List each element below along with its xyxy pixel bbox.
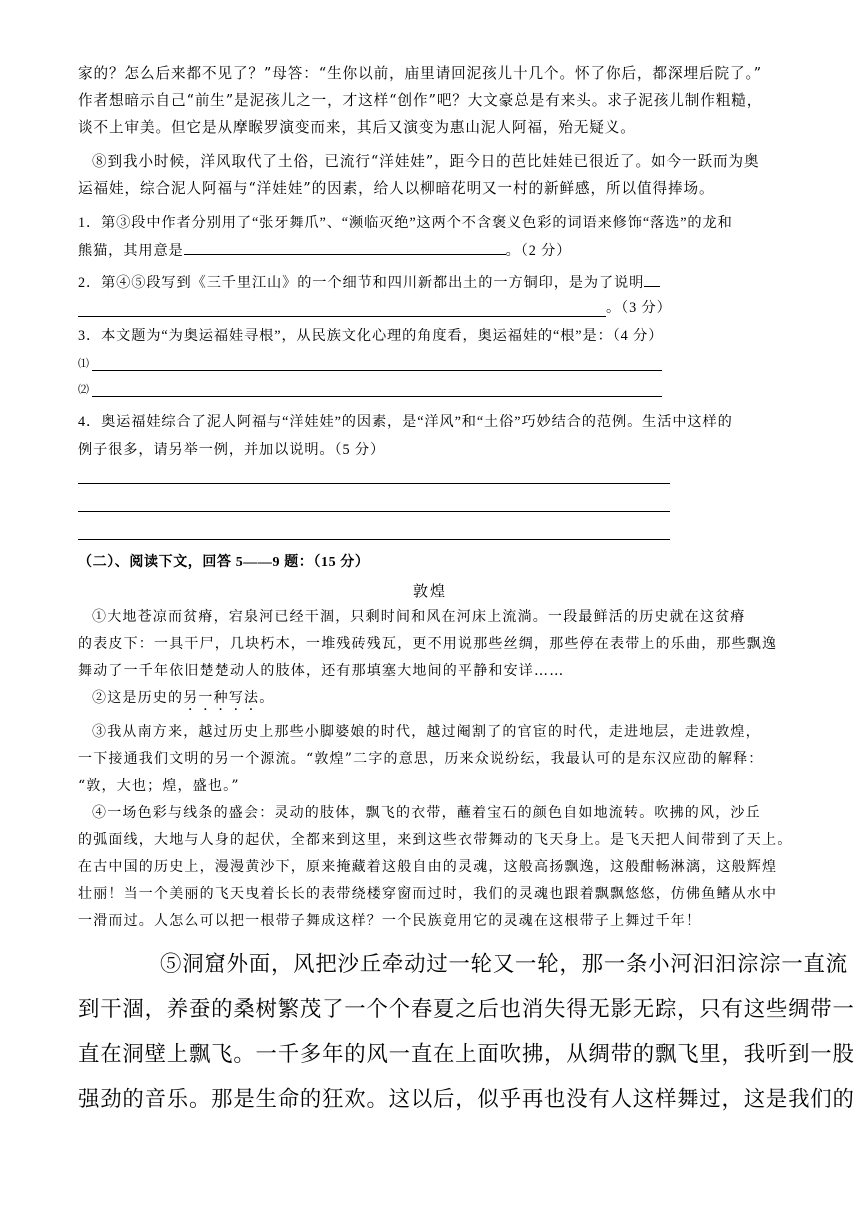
article-line: 强劲的音乐。那是生命的狂欢。这以后，似乎再也没有人这样舞过，这是我们的 [78, 1087, 855, 1111]
emphasized-char: 一 [198, 690, 214, 706]
question-4-continued: 例子很多，请另举一例，并加以说明。（5 分） [78, 442, 386, 458]
question-1-score: 。（2 分） [505, 243, 572, 259]
answer-line[interactable] [78, 511, 670, 512]
emphasized-char: 另 [183, 690, 199, 706]
emphasized-char: 写 [228, 690, 245, 706]
paragraph-2-prefix: ②这是历史的 [92, 690, 184, 706]
answer-line[interactable] [78, 316, 606, 317]
article-line: 在古中国的历史上，漫漫黄沙下，原来掩藏着这般自由的灵魂，这般高扬飘逸，这般酣畅淋漓，这般辉煌 [78, 859, 778, 875]
question-2 [78, 272, 660, 293]
question-3-item-2-label: ⑵ [78, 384, 90, 396]
article-paragraph-1: ①大地苍凉而贫瘠，宕泉河已经干涸，只剩时间和风在河床上流淌。一段最鲜活的历史就在这贫瘠 [92, 609, 746, 625]
question-4: 4．奥运福娃综合了泥人阿福与“洋娃娃”的因素，是“洋风”和“土俗”巧妙结合的范例。生活中这样的 [78, 414, 733, 430]
question-2-score: 。（3 分） [606, 300, 672, 316]
article-line: 的表皮下：一具干尸，几块朽木，一堆残砖残瓦，更不用说那些丝绸，那些停在表带上的乐曲，那些飘逸 [78, 636, 778, 652]
article-line: 舞动了一千年依旧楚楚动人的肢体，还有那填塞大地间的平静和安详…… [78, 663, 565, 679]
section-heading: （二）、阅读下文，回答 5——9 题：（15 分） [78, 555, 370, 570]
article-title: 敦煌 [412, 582, 447, 600]
question-2-text: 2．第④⑤段写到《三千里江山》的一个细节和四川新都出土的一方铜印，是为了说明 [78, 275, 645, 291]
question-3: 3．本文题为“为奥运福娃寻根”，从民族文化心理的角度看，奥运福娃的“根”是：（4 分） [78, 328, 664, 344]
answer-blank[interactable] [644, 272, 660, 287]
answer-line[interactable] [78, 539, 670, 540]
passage-paragraph-8: ⑧到我小时候，洋风取代了土俗，已流行“洋娃娃”，距今日的芭比娃娃已很近了。如今一跃而为奥 [92, 153, 760, 170]
question-1-text: 熊猫，其用意是 [78, 243, 184, 259]
emphasized-phrase [183, 690, 259, 706]
answer-blank[interactable] [184, 240, 506, 255]
article-line: “敦，大也；煌，盛也。” [78, 778, 240, 794]
article-line: 的弧面线，大地与人身的起伏，全都来到这里，来到这些衣带舞动的飞天身上。是飞天把人间带到了天上。 [78, 832, 793, 848]
article-paragraph-4: ④一场色彩与线条的盛会：灵动的肢体，飘飞的衣带，蘸着宝石的颜色自如地流转。吹拂的风，沙丘 [92, 805, 761, 821]
question-3-item-1-label: ⑴ [78, 358, 90, 370]
article-line: 一滑而过。人怎么可以把一根带子舞成这样？一个民族竟用它的灵魂在这根带子上舞过千年！ [78, 913, 702, 929]
emphasized-char: 法 [244, 690, 260, 706]
question-1: 1．第③段中作者分别用了“张牙舞爪”、“濒临灭绝”这两个不含褒义色彩的词语来修饰“落选”的龙和 [78, 215, 733, 231]
question-1-continued [78, 240, 571, 261]
emphasized-char: 种 [213, 690, 229, 706]
passage-line: 作者想暗示自己“前生”是泥孩儿之一，才这样“创作”吧？大文豪总是有来头。求子泥孩儿制作粗糙， [78, 92, 763, 109]
article-paragraph-5: ⑤洞窟外面，风把沙丘牵动过一轮又一轮，那一条小河汩汩淙淙一直流 [160, 952, 848, 976]
answer-line[interactable] [92, 370, 662, 371]
passage-line: 谈不上审美。但它是从摩睺罗演变而来，其后又演变为惠山泥人阿福，殆无疑义。 [78, 119, 636, 136]
paragraph-2-suffix: 。 [259, 690, 275, 706]
article-line: 壮丽！当一个美丽的飞天曳着长长的表带绕楼穿窗而过时，我们的灵魂也跟着飘飘悠悠，仿佛鱼鳍从水中 [78, 886, 778, 902]
answer-line[interactable] [78, 483, 670, 484]
passage-line: 运福娃，综合泥人阿福与“洋娃娃”的因素，给人以柳暗花明又一村的新鲜感，所以值得捧场。 [78, 180, 715, 197]
article-paragraph-3: ③我从南方来，越过历史上那些小脚婆娘的时代，越过阉割了的官宦的时代，走进地层，走进敦煌， [92, 724, 761, 740]
article-paragraph-2 [92, 688, 274, 708]
article-line: 一下接通我们文明的另一个源流。“敦煌”二字的意思，历来众说纷纭，我最认可的是东汉应劭的解释： [78, 751, 764, 767]
article-line: 直在洞壁上飘飞。一千多年的风一直在上面吹拂，从绸带的飘飞里，我听到一股 [78, 1042, 855, 1066]
article-line: 到干涸，养蚕的桑树繁茂了一个个春夏之后也消失得无影无踪，只有这些绸带一 [78, 997, 855, 1021]
passage-line: 家的？怎么后来都不见了？”母答：“生你以前，庙里请回泥孩儿十几个。怀了你后，都深埋后院了。” [78, 65, 763, 82]
answer-line[interactable] [92, 396, 662, 397]
